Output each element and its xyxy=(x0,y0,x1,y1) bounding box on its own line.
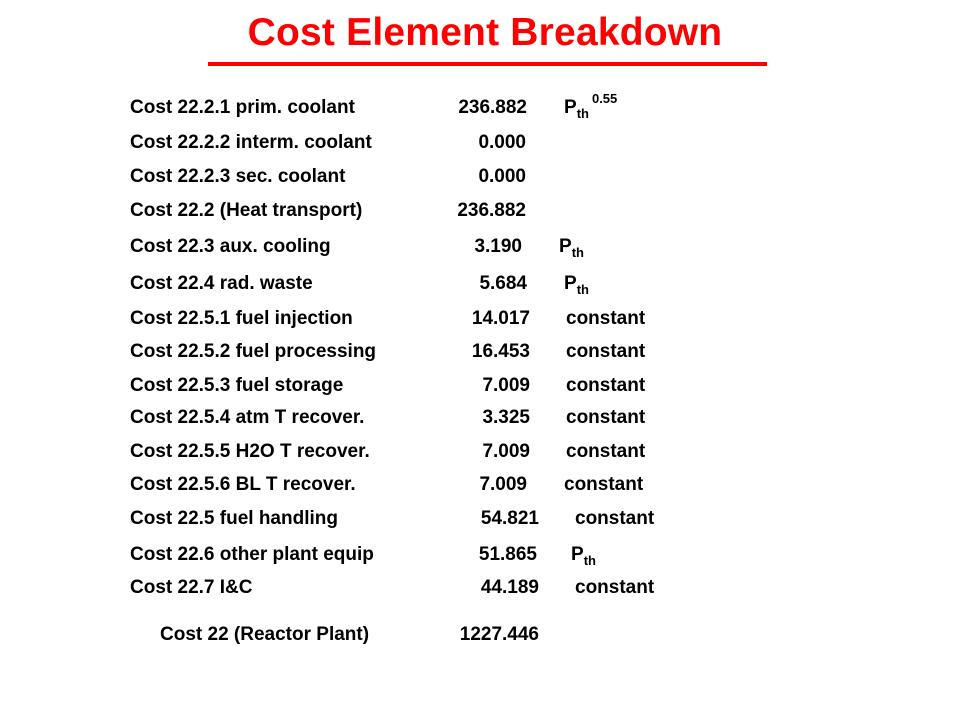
unit-symbol: P xyxy=(564,273,577,294)
cost-value: 236.882 xyxy=(458,97,527,118)
cost-label: Cost 22.5 fuel handling xyxy=(130,508,338,529)
cost-label: Cost 22.5.3 fuel storage xyxy=(130,375,344,396)
cost-value: 3.325 xyxy=(482,407,530,428)
cost-value: 51.865 xyxy=(478,544,537,565)
cost-value: 7.009 xyxy=(482,375,530,396)
unit-subscript: th xyxy=(571,245,584,260)
cost-row xyxy=(0,440,960,470)
cost-value: 0.000 xyxy=(478,132,526,153)
cost-label: Cost 22.5.4 atm T recover. xyxy=(130,407,365,428)
cost-value: 236.882 xyxy=(457,200,526,221)
cost-label: Cost 22.5.5 H2O T recover. xyxy=(130,441,370,462)
cost-label: Cost 22.2 (Heat transport) xyxy=(130,200,363,221)
cost-row xyxy=(0,235,960,265)
total-value: 1227.446 xyxy=(459,624,539,645)
cost-label: Cost 22.5.6 BL T recover. xyxy=(130,474,356,495)
cost-unit xyxy=(571,543,596,567)
cost-row xyxy=(0,507,960,537)
unit-subscript: th xyxy=(576,282,589,297)
cost-row xyxy=(0,374,960,404)
unit-symbol: P xyxy=(564,97,577,118)
cost-unit xyxy=(564,91,618,121)
cost-value: 3.190 xyxy=(474,236,522,257)
cost-row xyxy=(0,131,960,161)
total-row xyxy=(0,623,960,653)
cost-unit: constant xyxy=(566,375,646,396)
cost-label: Cost 22.5.2 fuel processing xyxy=(130,341,377,362)
cost-row xyxy=(0,165,960,195)
cost-row xyxy=(0,199,960,229)
unit-symbol: P xyxy=(571,544,584,565)
cost-value: 7.009 xyxy=(479,474,527,495)
cost-value: 7.009 xyxy=(482,441,530,462)
cost-row xyxy=(0,406,960,436)
cost-row xyxy=(0,91,960,126)
cost-value: 14.017 xyxy=(471,308,530,329)
cost-unit: constant xyxy=(566,407,646,428)
unit-subscript: th xyxy=(576,106,589,121)
unit-exponent: 0.55 xyxy=(591,91,618,106)
cost-label: Cost 22.2.2 interm. coolant xyxy=(130,132,372,153)
cost-row xyxy=(0,576,960,606)
cost-label: Cost 22.7 I&C xyxy=(130,577,253,598)
unit-symbol: P xyxy=(559,236,572,257)
total-label: Cost 22 (Reactor Plant) xyxy=(160,624,370,645)
cost-row xyxy=(0,473,960,503)
slide-title: Cost Element Breakdown xyxy=(247,11,723,54)
cost-unit: constant xyxy=(566,308,646,329)
cost-label: Cost 22.2.3 sec. coolant xyxy=(130,166,346,187)
cost-value: 54.821 xyxy=(480,508,539,529)
unit-subscript: th xyxy=(583,553,596,568)
cost-value: 44.189 xyxy=(480,577,539,598)
cost-row xyxy=(0,543,960,573)
cost-unit: constant xyxy=(575,508,655,529)
cost-unit: constant xyxy=(566,441,646,462)
cost-unit: constant xyxy=(566,341,646,362)
cost-label: Cost 22.6 other plant equip xyxy=(130,544,374,565)
cost-row xyxy=(0,272,960,302)
cost-label: Cost 22.3 aux. cooling xyxy=(130,236,331,257)
cost-label: Cost 22.5.1 fuel injection xyxy=(130,308,353,329)
cost-unit: constant xyxy=(575,577,655,598)
cost-label: Cost 22.2.1 prim. coolant xyxy=(130,97,355,118)
cost-row xyxy=(0,340,960,370)
cost-value: 0.000 xyxy=(478,166,526,187)
cost-value: 5.684 xyxy=(479,273,527,294)
cost-value: 16.453 xyxy=(471,341,530,362)
cost-unit xyxy=(559,235,584,259)
cost-unit xyxy=(564,272,589,296)
cost-label: Cost 22.4 rad. waste xyxy=(130,273,313,294)
cost-unit: constant xyxy=(564,474,644,495)
cost-row xyxy=(0,307,960,337)
